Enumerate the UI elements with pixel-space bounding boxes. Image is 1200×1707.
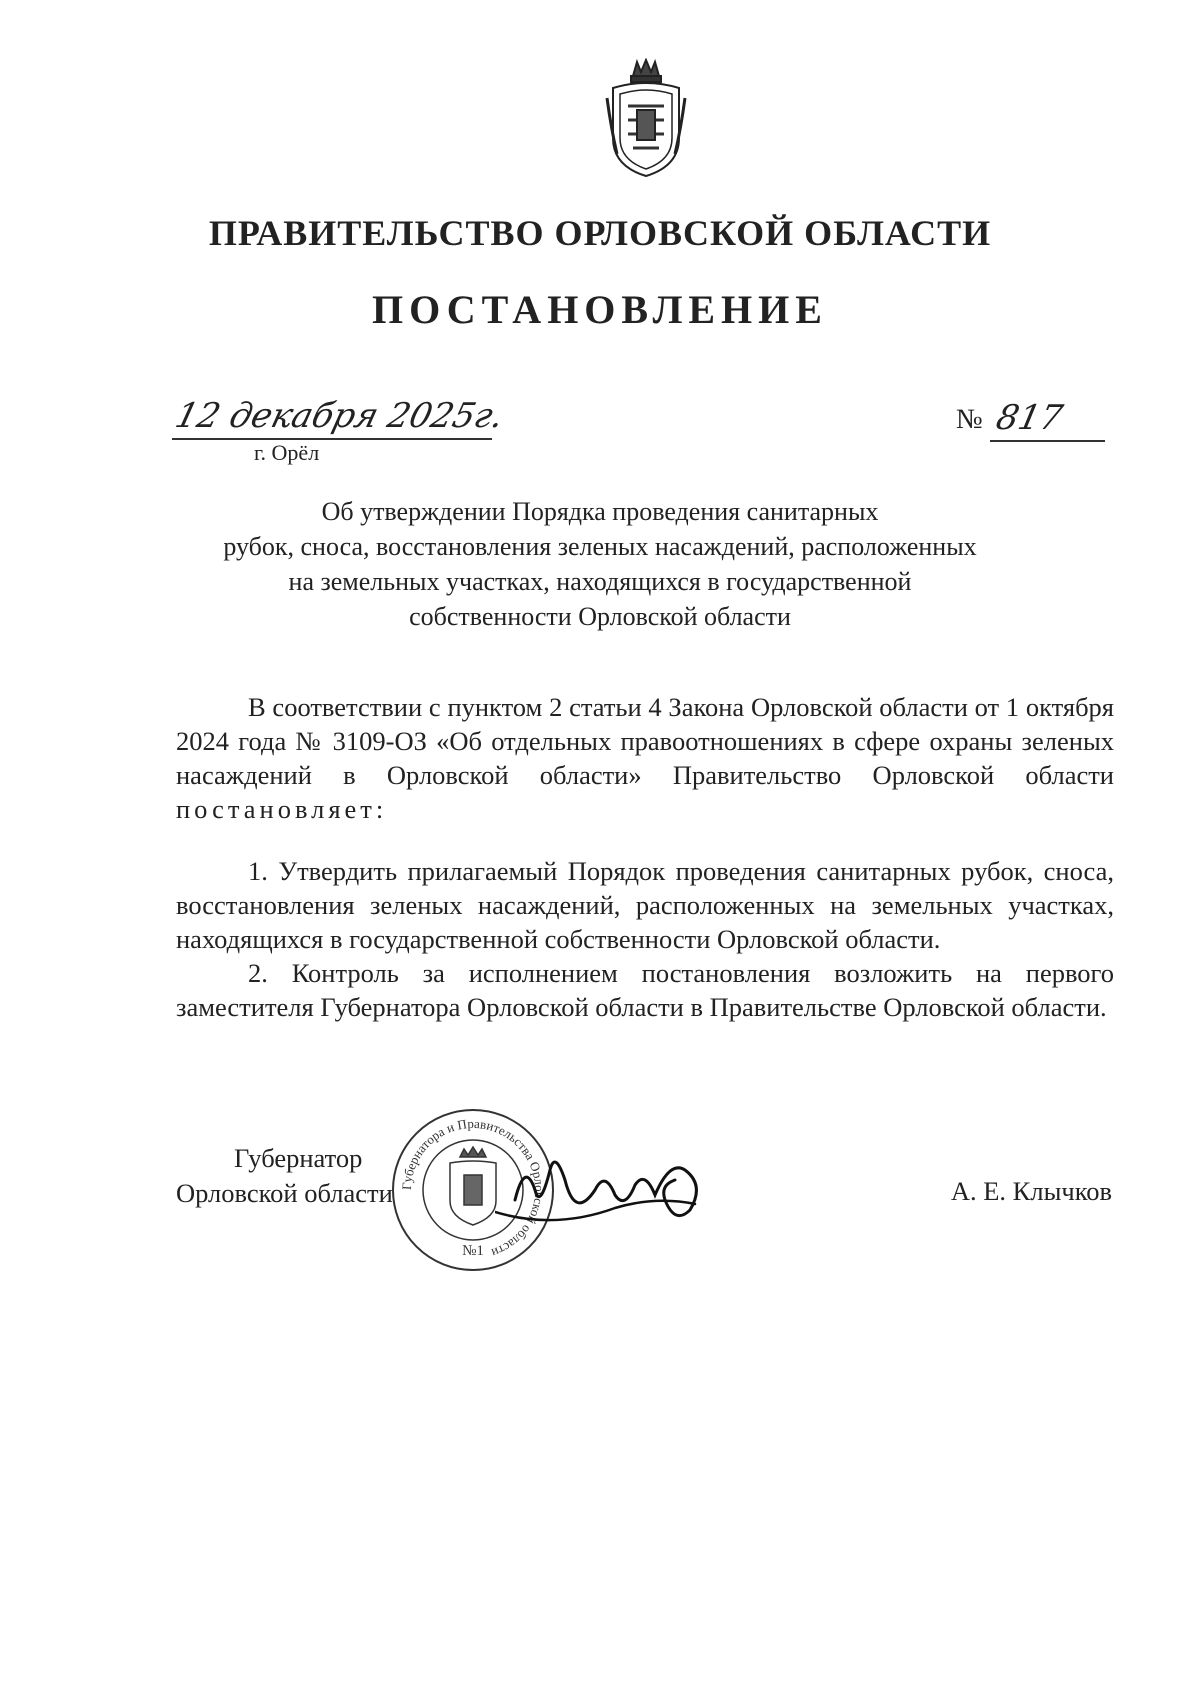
document-number: 817 xyxy=(992,398,1067,438)
seal-ring-text: Губернатора и Правительства Орловской области xyxy=(398,1115,548,1261)
decree-item: 1. Утвердить прилагаемый Порядок проведения санитарных рубок, сноса, восстановления зеленых насаждений, расположенных на земельных участках, находящихся в государственной собственности Орловской области. xyxy=(176,856,1114,954)
title-line: Об утверждении Порядка проведения санитарных xyxy=(321,497,879,526)
signatory-title-line: Губернатор xyxy=(234,1143,363,1173)
title-line: собственности Орловской области xyxy=(409,602,791,631)
organization-name: ПРАВИТЕЛЬСТВО ОРЛОВСКОЙ ОБЛАСТИ xyxy=(208,213,992,253)
handwritten-signature-icon xyxy=(495,1140,725,1250)
title-line: рубок, сноса, восстановления зеленых насаждений, расположенных xyxy=(223,532,977,561)
number-label: № xyxy=(956,404,983,435)
seal-number: №1 xyxy=(462,1243,484,1259)
document-date: 12 декабря 2025г. xyxy=(171,396,508,436)
signatory-name: А. Е. Клычков xyxy=(950,1176,1112,1206)
decree-item: 2. Контроль за исполнением постановления возложить на первого заместителя Губернатора Орловской области в Правительстве Орловской области. xyxy=(176,958,1114,1022)
title-line: на земельных участках, находящихся в государственной xyxy=(288,567,912,596)
preamble-paragraph xyxy=(176,690,1114,826)
date-underline xyxy=(172,438,492,440)
issue-city: г. Орёл xyxy=(254,440,320,465)
signatory-title xyxy=(176,1141,393,1211)
signatory-title-line: Орловской области xyxy=(176,1178,393,1208)
decree-items xyxy=(176,854,1114,1024)
decree-word: постановляет: xyxy=(176,794,388,824)
document-type: ПОСТАНОВЛЕНИЕ xyxy=(372,287,828,332)
preamble-text: В соответствии с пунктом 2 статьи 4 Закона Орловской области от 1 октября 2024 года № 3109-ОЗ «Об отдельных правоотношениях в сфере охраны зеленых насаждений в Орловской области» Правительство Орловской области xyxy=(176,692,1114,790)
number-underline xyxy=(990,440,1105,442)
coat-of-arms-icon xyxy=(603,58,689,180)
document-title xyxy=(180,494,1020,634)
